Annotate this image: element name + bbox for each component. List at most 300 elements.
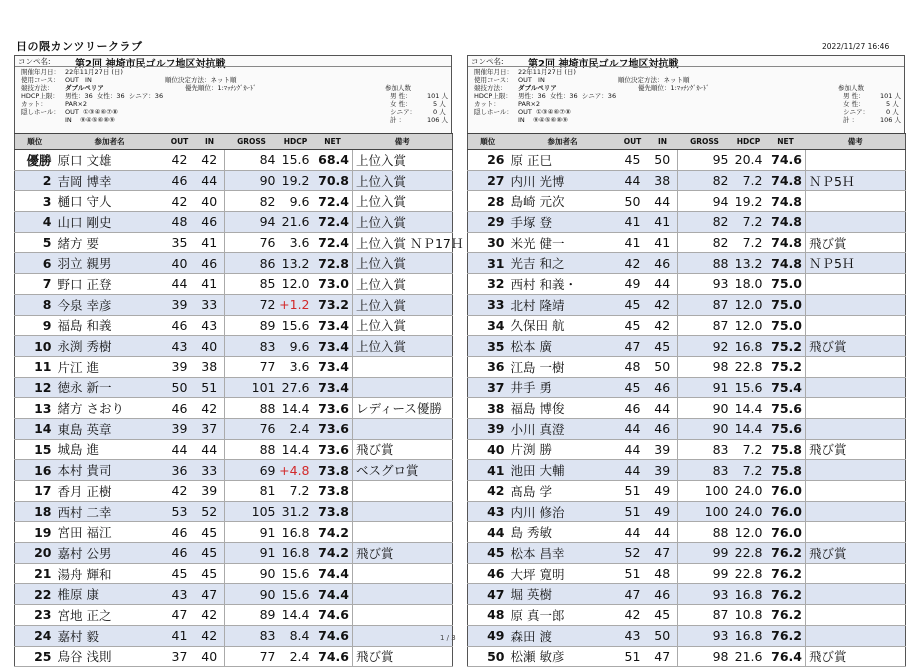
gross-cell: 100 [678,481,732,502]
remark-cell: 飛び賞 [806,543,906,564]
info-value: 男性：36 女性：36 シニア：36 [65,92,164,100]
hdcp-cell: 8.4 [279,625,313,646]
col-in: IN [648,134,678,150]
in-cell: 44 [648,191,678,212]
out-cell: 46 [165,522,195,543]
remark-cell [353,418,453,439]
net-cell: 75.2 [766,356,806,377]
rank-cell: 10 [15,336,55,357]
name-cell: 徳永 新一 [55,377,165,398]
participants-key: 計 ： [843,116,859,124]
rank-cell: 41 [468,460,508,481]
participants-value: 5 人 [433,100,446,108]
remark-cell [353,501,453,522]
gross-cell: 87 [678,315,732,336]
out-cell: 44 [618,439,648,460]
gross-cell: 77 [225,646,279,667]
rank-cell: 43 [468,501,508,522]
net-cell: 74.8 [766,232,806,253]
net-cell: 74.2 [313,522,353,543]
gross-cell: 88 [678,522,732,543]
col-out: OUT [165,134,195,150]
hdcp-cell: 12.0 [279,274,313,295]
info-key: 隠しホール： [21,108,60,116]
gross-cell: 93 [678,625,732,646]
table-row [15,212,453,233]
net-cell: 72.4 [313,212,353,233]
rank-cell: 47 [468,584,508,605]
gross-cell: 98 [678,646,732,667]
name-cell: 嘉村 毅 [55,625,165,646]
hdcp-cell: 15.6 [279,315,313,336]
gross-cell: 92 [678,336,732,357]
table-header-row [468,134,906,150]
participants-key: シニア： [390,108,416,116]
gross-cell: 77 [225,356,279,377]
gross-cell: 83 [678,439,732,460]
out-cell: 42 [618,605,648,626]
net-cell: 76.0 [766,501,806,522]
rank-cell: 45 [468,543,508,564]
remark-cell: 上位入賞 ＮＰ17Ｈ [353,232,453,253]
hdcp-cell: 7.2 [732,170,766,191]
out-cell: 47 [618,336,648,357]
hdcp-cell: 19.2 [279,170,313,191]
remark-cell: 上位入賞 [353,274,453,295]
gross-cell: 83 [678,460,732,481]
out-cell: 51 [618,501,648,522]
net-cell: 76.2 [766,625,806,646]
gross-cell: 83 [225,625,279,646]
participants-key: 男 性： [390,92,412,100]
out-cell: 44 [165,274,195,295]
in-cell: 44 [648,398,678,419]
info-key: カット： [21,100,47,108]
hdcp-cell: 14.4 [732,398,766,419]
name-cell: 内川 修治 [508,501,618,522]
gross-cell: 93 [678,274,732,295]
rank-cell: 3 [15,191,55,212]
out-cell: 48 [165,212,195,233]
table-row [15,315,453,336]
name-cell: 椎原 康 [55,584,165,605]
participants-key: 女 性： [390,100,412,108]
remark-cell: 上位入賞 [353,212,453,233]
net-cell: 74.2 [313,543,353,564]
in-cell: 43 [195,315,225,336]
net-cell: 74.4 [313,584,353,605]
out-cell: 46 [165,543,195,564]
table-row [15,522,453,543]
out-cell: 46 [165,315,195,336]
rank-cell: 15 [15,439,55,460]
out-cell: 45 [618,150,648,171]
table-row [15,336,453,357]
info-value: OUT ①③④⑥⑦⑧ [65,108,118,116]
name-cell: 手塚 登 [508,212,618,233]
net-cell: 76.2 [766,563,806,584]
in-cell: 45 [195,563,225,584]
rank-cell: 19 [15,522,55,543]
rank-cell: 11 [15,356,55,377]
name-cell: 井手 勇 [508,377,618,398]
name-cell: 城島 進 [55,439,165,460]
remark-cell: 飛び賞 [806,439,906,460]
rank-cell: 42 [468,481,508,502]
hdcp-cell: 21.6 [279,212,313,233]
rank-cell: 49 [468,625,508,646]
net-cell: 76.2 [766,543,806,564]
table-row [15,584,453,605]
in-cell: 39 [648,439,678,460]
remark-cell [806,294,906,315]
net-cell: 70.8 [313,170,353,191]
out-cell: 42 [165,191,195,212]
info-key: 使用コース： [21,76,60,84]
out-cell: 46 [165,170,195,191]
gross-cell: 105 [225,501,279,522]
name-cell: 西村 和義・ [508,274,618,295]
rank-cell: 7 [15,274,55,295]
remark-cell [806,460,906,481]
rank-cell: 優勝 [15,150,55,171]
out-cell: 39 [165,356,195,377]
gross-cell: 72 [225,294,279,315]
table-row [468,232,906,253]
net-cell: 74.6 [313,605,353,626]
table-row [468,460,906,481]
remark-cell: 飛び賞 [806,232,906,253]
in-cell: 37 [195,418,225,439]
rank-cell: 9 [15,315,55,336]
rank-cell: 36 [468,356,508,377]
gross-cell: 89 [225,315,279,336]
net-cell: 75.0 [766,274,806,295]
gross-cell: 88 [225,398,279,419]
participants-value: 106 人 [880,116,901,124]
out-cell: 51 [618,481,648,502]
rank-cell: 39 [468,418,508,439]
out-cell: 43 [618,625,648,646]
col-remarks: 備考 [353,134,453,150]
table-row [468,418,906,439]
remark-cell [353,605,453,626]
in-cell: 50 [648,625,678,646]
rank-cell: 31 [468,253,508,274]
rank-cell: 16 [15,460,55,481]
hdcp-cell: 15.6 [279,150,313,171]
in-cell: 41 [195,232,225,253]
remark-cell [806,584,906,605]
info-key: カット： [474,100,500,108]
remark-cell [806,150,906,171]
hdcp-cell: 2.4 [279,646,313,667]
info-value: 22年11月27日 (日) [65,68,123,76]
rank-cell: 29 [468,212,508,233]
in-cell: 41 [195,274,225,295]
remark-cell: ＮＰ5Ｈ [806,170,906,191]
out-cell: 36 [165,460,195,481]
out-cell: 44 [618,418,648,439]
in-cell: 48 [648,563,678,584]
in-cell: 42 [195,605,225,626]
hdcp-cell: 15.6 [732,377,766,398]
net-cell: 73.6 [313,398,353,419]
hdcp-cell: 20.4 [732,150,766,171]
name-cell: 宮地 正之 [55,605,165,626]
net-cell: 68.4 [313,150,353,171]
remark-cell [806,191,906,212]
name-cell: 鳥谷 浅則 [55,646,165,667]
info-key: 開催年月日： [474,68,513,76]
info-key: 開催年月日： [21,68,60,76]
hdcp-cell: 12.0 [732,315,766,336]
remark-cell [806,315,906,336]
competition-header [467,55,905,133]
table-row [15,481,453,502]
hdcp-cell: 10.8 [732,605,766,626]
name-cell: 島 秀敏 [508,522,618,543]
competition-label: コンペ名: [471,57,504,66]
info-value: PAR×2 [518,100,541,108]
out-cell: 45 [618,294,648,315]
name-cell: 永渕 秀樹 [55,336,165,357]
competition-name: 第2回 神埼市民ゴルフ地区対抗戦 [528,59,679,70]
hdcp-cell: 16.8 [732,336,766,357]
name-cell: 福島 和義 [55,315,165,336]
gross-cell: 90 [225,584,279,605]
name-cell: 森田 渡 [508,625,618,646]
rank-cell: 24 [15,625,55,646]
table-row [468,398,906,419]
net-cell: 73.8 [313,501,353,522]
table-row [468,356,906,377]
out-cell: 47 [618,584,648,605]
net-cell: 74.8 [766,191,806,212]
table-header-row [15,134,453,150]
participants-key: シニア： [843,108,869,116]
table-row [15,439,453,460]
out-cell: 49 [618,274,648,295]
results-table-left [14,133,464,667]
gross-cell: 82 [678,232,732,253]
rank-cell: 21 [15,563,55,584]
name-cell: 野口 正登 [55,274,165,295]
hdcp-cell: 16.8 [279,522,313,543]
out-cell: 50 [618,191,648,212]
gross-cell: 81 [225,481,279,502]
rank-cell: 22 [15,584,55,605]
gross-cell: 91 [225,522,279,543]
remark-cell: 飛び賞 [353,543,453,564]
name-cell: 山口 剛史 [55,212,165,233]
info-key: 隠しホール： [474,108,513,116]
table-row [15,625,453,646]
table-row [468,605,906,626]
gross-cell: 84 [225,150,279,171]
gross-cell: 89 [225,605,279,626]
in-cell: 40 [195,336,225,357]
rank-cell: 17 [15,481,55,502]
hdcp-cell: 31.2 [279,501,313,522]
name-cell: 緒方 要 [55,232,165,253]
remark-cell [353,481,453,502]
col-rank: 順位 [15,134,55,150]
remark-cell [806,377,906,398]
net-cell: 73.0 [313,274,353,295]
table-row [15,605,453,626]
name-cell: 松瀬 敏彦 [508,646,618,667]
gross-cell: 86 [225,253,279,274]
net-cell: 73.4 [313,377,353,398]
info-value: OUT IN [65,76,92,84]
hdcp-cell: 7.2 [732,439,766,460]
gross-cell: 87 [678,605,732,626]
in-cell: 46 [648,418,678,439]
out-cell: 41 [618,232,648,253]
print-timestamp: 2022/11/27 16:46 [822,42,890,51]
in-cell: 51 [195,377,225,398]
remark-cell [806,605,906,626]
gross-cell: 98 [678,356,732,377]
rank-cell: 32 [468,274,508,295]
gross-cell: 94 [678,191,732,212]
name-cell: 松本 昌幸 [508,543,618,564]
rank-cell: 25 [15,646,55,667]
name-cell: 原口 文雄 [55,150,165,171]
remark-cell [806,625,906,646]
out-cell: 47 [165,605,195,626]
results-sheet-left [14,55,464,667]
in-cell: 46 [648,584,678,605]
in-cell: 42 [648,294,678,315]
hdcp-cell: 7.2 [732,460,766,481]
table-row [468,584,906,605]
gross-cell: 99 [678,543,732,564]
hdcp-cell: 12.0 [732,522,766,543]
net-cell: 73.6 [313,439,353,460]
gross-cell: 69 [225,460,279,481]
table-row [468,439,906,460]
in-cell: 44 [195,170,225,191]
competition-header [14,55,452,133]
name-cell: 江島 一樹 [508,356,618,377]
rank-cell: 14 [15,418,55,439]
table-row [468,646,906,667]
out-cell: 35 [165,232,195,253]
name-cell: 香月 正樹 [55,481,165,502]
in-cell: 46 [648,253,678,274]
gross-cell: 88 [225,439,279,460]
table-row [15,170,453,191]
in-cell: 47 [648,646,678,667]
rank-cell: 23 [15,605,55,626]
participants-key: 男 性： [843,92,865,100]
hdcp-cell: +1.2 [279,294,313,315]
net-cell: 74.6 [766,150,806,171]
in-cell: 33 [195,460,225,481]
name-cell: 北村 隆靖 [508,294,618,315]
remark-cell [353,522,453,543]
info-value: IN ⑨④⑤⑥⑧⑨ [65,116,116,124]
net-cell: 72.4 [313,232,353,253]
in-cell: 47 [195,584,225,605]
table-row [468,563,906,584]
col-gross: GROSS [678,134,732,150]
remark-cell [806,212,906,233]
out-cell: 42 [618,253,648,274]
rank-cell: 18 [15,501,55,522]
net-cell: 75.8 [766,460,806,481]
priority-order: 優先順位：1:ﾏｯﾁﾝｸﾞｶｰﾄﾞ [638,84,710,92]
rank-cell: 12 [15,377,55,398]
name-cell: 原 真一郎 [508,605,618,626]
in-cell: 41 [648,212,678,233]
gross-cell: 90 [225,170,279,191]
in-cell: 44 [195,439,225,460]
name-cell: 本村 貴司 [55,460,165,481]
col-rank: 順位 [468,134,508,150]
hdcp-cell: 9.6 [279,336,313,357]
table-row [468,377,906,398]
net-cell: 75.2 [766,336,806,357]
in-cell: 33 [195,294,225,315]
participants-key: 女 性： [843,100,865,108]
net-cell: 73.4 [313,356,353,377]
in-cell: 42 [195,398,225,419]
name-cell: 羽立 親男 [55,253,165,274]
col-net: NET [766,134,806,150]
hdcp-cell: 27.6 [279,377,313,398]
col-out: OUT [618,134,648,150]
in-cell: 39 [195,481,225,502]
net-cell: 75.0 [766,315,806,336]
name-cell: 緒方 さおり [55,398,165,419]
in-cell: 44 [648,522,678,543]
rank-cell: 37 [468,377,508,398]
in-cell: 49 [648,501,678,522]
table-row [15,294,453,315]
hdcp-cell: 13.2 [279,253,313,274]
net-cell: 73.2 [313,294,353,315]
table-row [15,253,453,274]
hdcp-cell: 14.4 [279,398,313,419]
table-row [468,625,906,646]
rank-cell: 38 [468,398,508,419]
remark-cell [353,563,453,584]
name-cell: 松本 廣 [508,336,618,357]
rank-cell: 26 [468,150,508,171]
remark-cell [806,522,906,543]
out-cell: 45 [165,563,195,584]
hdcp-cell: 15.6 [279,563,313,584]
participants-key: 計 ： [390,116,406,124]
name-cell: 島崎 元次 [508,191,618,212]
rank-cell: 46 [468,563,508,584]
table-row [15,563,453,584]
table-row [15,377,453,398]
col-name: 参加者名 [55,134,165,150]
hdcp-cell: 21.6 [732,646,766,667]
table-row [468,274,906,295]
hdcp-cell: 14.4 [279,605,313,626]
table-row [468,150,906,171]
remark-cell [806,563,906,584]
col-gross: GROSS [225,134,279,150]
net-cell: 74.6 [313,646,353,667]
name-cell: 片江 進 [55,356,165,377]
net-cell: 76.2 [766,605,806,626]
